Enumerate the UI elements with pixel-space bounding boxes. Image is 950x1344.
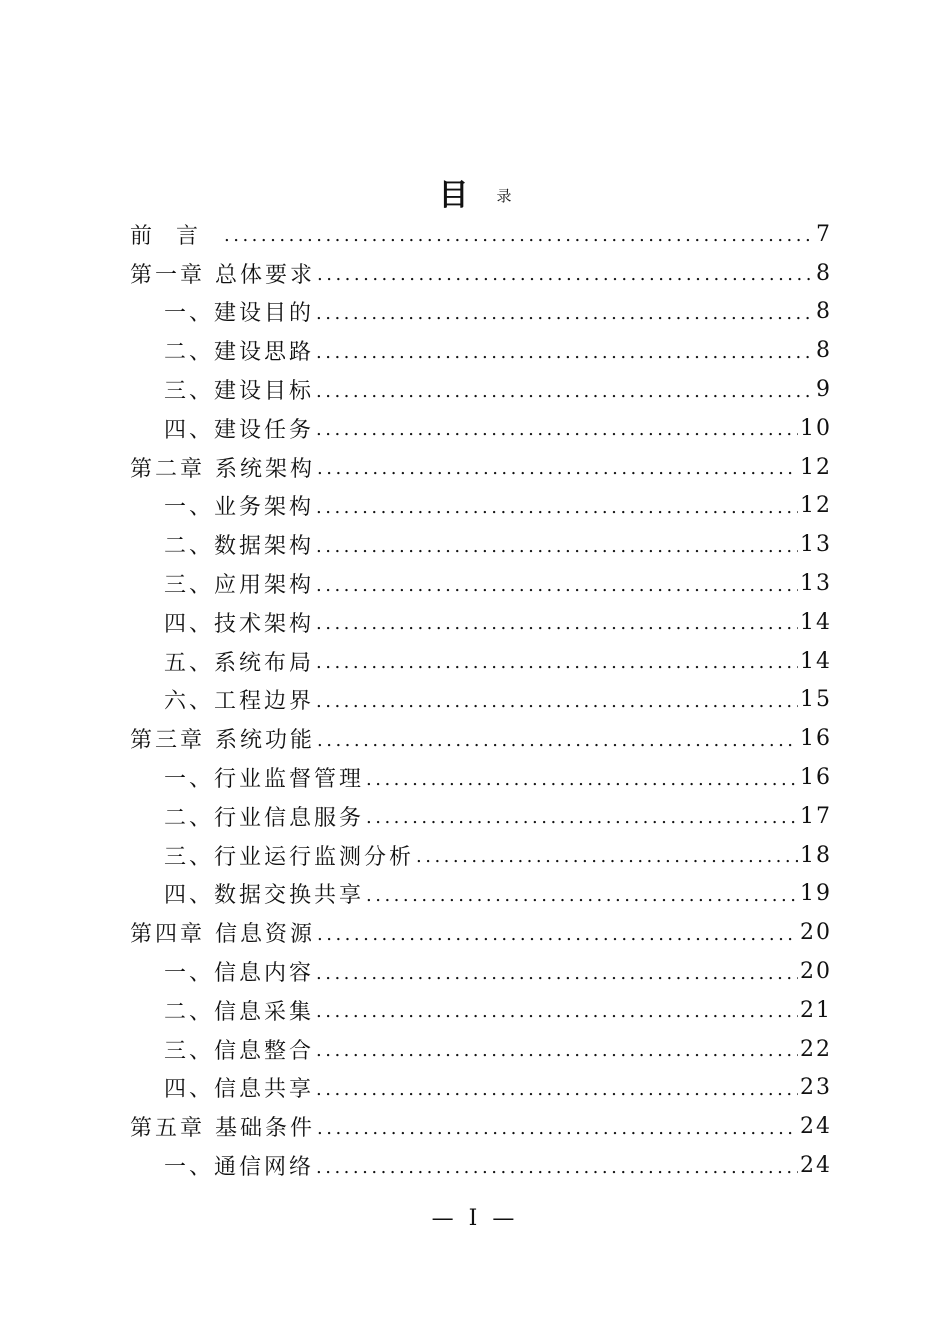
toc-section-entry[interactable] [130,564,832,603]
toc-dot-leader [366,803,798,829]
toc-dot-leader [316,959,798,985]
toc-page-number: 8 [816,338,832,364]
toc-entry-label: 前言 [130,223,223,249]
toc-page-number: 17 [800,803,832,829]
toc-entry-label: 一、业务架构 [164,495,315,521]
toc-dot-leader [316,571,798,597]
toc-entry-label: 四、技术架构 [164,611,315,637]
toc-dot-leader [316,648,798,674]
toc-page-number: 15 [800,687,832,713]
toc-entry-label: 第五章 基础条件 [130,1116,315,1142]
toc-section-entry[interactable] [130,681,832,720]
toc-entry-label: 四、建设任务 [164,417,315,443]
toc-entry-label: 二、建设思路 [164,340,315,366]
toc-entry-label: 二、数据架构 [164,534,315,560]
toc-chapter-entry[interactable] [130,254,832,293]
toc-page-number: 18 [800,842,832,868]
toc-page-number: 9 [816,377,832,403]
toc-section-entry[interactable] [130,370,832,409]
toc-entry-label: 一、信息内容 [164,961,315,987]
toc-section-entry[interactable] [130,642,832,681]
toc-dot-leader [316,1075,798,1101]
toc-section-entry[interactable] [130,797,832,836]
toc-section-entry[interactable] [130,487,832,526]
toc-entry-label: 第四章 信息资源 [130,922,315,948]
toc-dot-leader [316,377,814,403]
toc-entry-label: 四、信息共享 [164,1077,315,1103]
toc-page-number: 20 [800,920,832,946]
title-sub-char: 录 [496,187,512,205]
toc-section-entry[interactable] [130,991,832,1030]
toc-section-entry[interactable] [130,836,832,875]
toc-dot-leader [317,726,798,752]
toc-section-entry[interactable] [130,875,832,914]
toc-page-number: 8 [816,299,832,325]
toc-dot-leader [316,493,798,519]
toc-dot-leader [316,687,798,713]
toc-page-number: 16 [800,726,832,752]
toc-entry-label: 一、建设目的 [164,301,315,327]
toc-dot-leader [316,299,814,325]
toc-page-number: 24 [800,1153,832,1179]
toc-section-entry[interactable] [130,1030,832,1069]
toc-dot-leader [316,1036,798,1062]
toc-page-number: 14 [800,609,832,635]
toc-section-entry[interactable] [130,952,832,991]
toc-dot-leader [316,1153,798,1179]
toc-page-number: 20 [800,959,832,985]
toc-entry-label: 第一章 总体要求 [130,262,315,288]
toc-entry-label: 六、工程边界 [164,689,315,715]
toc-dot-leader [366,765,798,791]
toc-dot-leader [317,920,798,946]
toc-dot-leader [316,997,798,1023]
toc-section-entry[interactable] [130,331,832,370]
toc-entry-label: 二、行业信息服务 [164,805,365,831]
toc-page-number: 13 [800,571,832,597]
toc-dot-leader [316,609,798,635]
toc-page-number: 14 [800,648,832,674]
toc-dot-leader [317,260,814,286]
toc-page-number: 16 [800,765,832,791]
toc-entry-label: 三、行业运行监测分析 [164,844,415,870]
toc-dot-leader [224,221,814,247]
toc-dot-leader [317,1114,798,1140]
toc-page-number: 19 [800,881,832,907]
toc-entry-label: 第二章 系统架构 [130,456,315,482]
toc-dot-leader [316,338,814,364]
toc-chapter-entry[interactable] [130,913,832,952]
toc-chapter-entry[interactable] [130,448,832,487]
page-number-footer: — I — [431,1206,519,1231]
toc-entry-label: 三、建设目标 [164,379,315,405]
title-main-char: 目 [438,178,469,213]
toc-section-entry[interactable] [130,525,832,564]
toc-page-number: 7 [816,221,832,247]
toc-entry-label: 二、信息采集 [164,999,315,1025]
toc-dot-leader [416,842,798,868]
toc-page-number: 23 [800,1075,832,1101]
toc-entry-label: 五、系统布局 [164,650,315,676]
toc-section-entry[interactable] [130,603,832,642]
toc-dot-leader [316,415,798,441]
toc-section-entry[interactable] [130,1146,832,1185]
toc-entry-label: 一、通信网络 [164,1155,315,1181]
toc-page-number: 8 [816,260,832,286]
toc-dot-leader [317,454,798,480]
toc-page-number: 13 [800,532,832,558]
toc-section-entry[interactable] [130,1069,832,1108]
toc-page-number: 21 [800,997,832,1023]
toc-page-number: 12 [800,454,832,480]
table-of-contents [130,215,832,1185]
toc-entry-label: 四、数据交换共享 [164,883,365,909]
toc-entry-label: 第三章 系统功能 [130,728,315,754]
toc-chapter-entry[interactable] [130,215,832,254]
toc-page-number: 10 [800,415,832,441]
toc-dot-leader [366,881,798,907]
toc-entry-label: 三、应用架构 [164,573,315,599]
toc-dot-leader [316,532,798,558]
toc-page-number: 12 [800,493,832,519]
toc-chapter-entry[interactable] [130,719,832,758]
toc-page-number: 24 [800,1114,832,1140]
toc-chapter-entry[interactable] [130,1107,832,1146]
toc-page-number: 22 [800,1036,832,1062]
page-title [0,174,950,218]
toc-section-entry[interactable] [130,409,832,448]
toc-section-entry[interactable] [130,758,832,797]
toc-section-entry[interactable] [130,293,832,332]
toc-entry-label: 一、行业监督管理 [164,767,365,793]
toc-entry-label: 三、信息整合 [164,1038,315,1064]
